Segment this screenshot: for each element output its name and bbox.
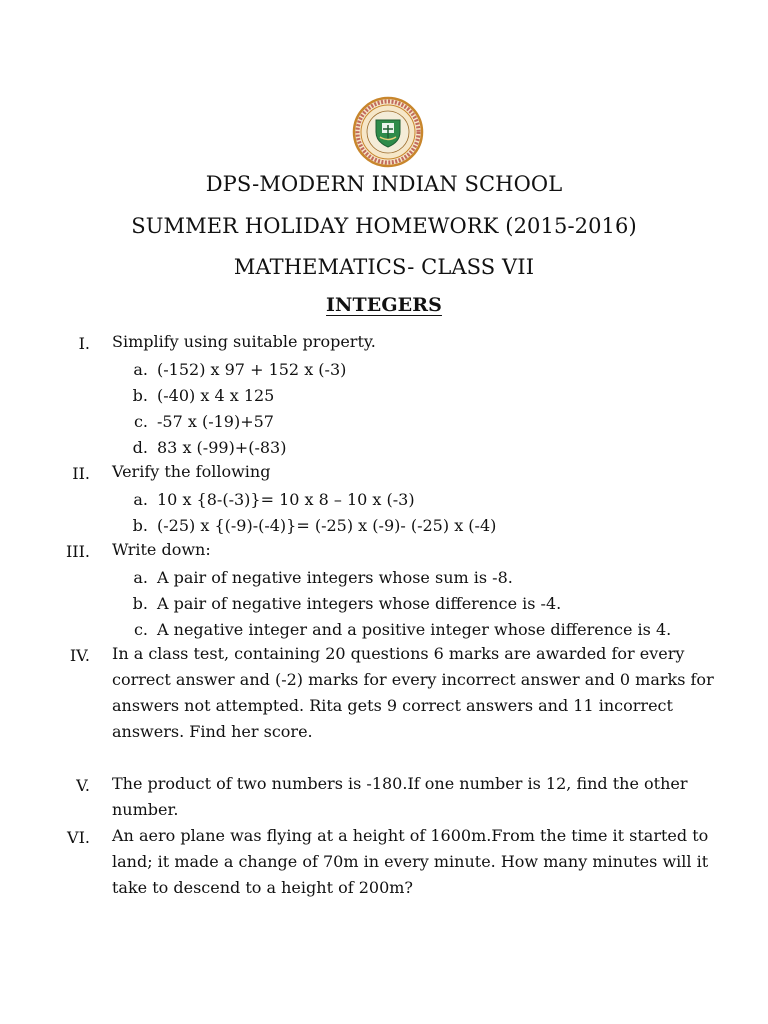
- question-line: take to descend to a height of 200m?: [112, 878, 414, 897]
- school-name: DPS-MODERN INDIAN SCHOOL: [205, 172, 563, 196]
- sub-item-label: a.: [133, 568, 148, 587]
- subject-title: MATHEMATICS- CLASS VII: [233, 255, 535, 279]
- sub-item-text: A pair of negative integers whose difference is -4.: [157, 594, 562, 613]
- question-text: [112, 641, 722, 745]
- sub-item-text: A pair of negative integers whose sum is -8.: [157, 568, 513, 587]
- sub-item-label: a.: [133, 360, 148, 379]
- question-line: The product of two numbers is -180.If one number is 12, find the other: [112, 774, 688, 793]
- sub-item-text: (-25) x {(-9)-(-4)}= (-25) x (-9)- (-25) x (-4): [157, 516, 497, 535]
- question-line: answers. Find her score.: [112, 722, 313, 741]
- sub-item-label: d.: [132, 438, 148, 457]
- sub-item-text: 10 x {8-(-3)}= 10 x 8 – 10 x (-3): [157, 490, 415, 509]
- sub-item-text: (-152) x 97 + 152 x (-3): [157, 360, 347, 379]
- sub-item-label: c.: [133, 412, 148, 431]
- question-text: [112, 537, 722, 563]
- question-number: I.: [78, 334, 90, 353]
- sub-item-label: b.: [132, 516, 148, 535]
- sub-item-label: a.: [133, 490, 148, 509]
- question-line: correct answer and (-2) marks for every incorrect answer and 0 marks for: [112, 670, 714, 689]
- homework-title: SUMMER HOLIDAY HOMEWORK (2015-2016): [131, 214, 637, 238]
- question-number: V.: [76, 776, 90, 795]
- question-text: [112, 459, 722, 485]
- question-line: In a class test, containing 20 questions 6 marks are awarded for every: [112, 644, 685, 663]
- sub-item-label: b.: [132, 594, 148, 613]
- sub-item-label: c.: [133, 620, 148, 639]
- question-line: land; it made a change of 70m in every minute. How many minutes will it: [112, 852, 709, 871]
- sub-item-text: A negative integer and a positive integer whose difference is 4.: [157, 620, 672, 639]
- school-crest-icon: [352, 96, 424, 168]
- question-number: III.: [65, 542, 90, 561]
- question-text: [112, 771, 722, 823]
- sub-item-text: (-40) x 4 x 125: [157, 386, 275, 405]
- question-number: IV.: [69, 646, 90, 665]
- question-number: VI.: [67, 828, 90, 847]
- question-line: Write down:: [112, 540, 211, 559]
- question-line: answers not attempted. Rita gets 9 correct answers and 11 incorrect: [112, 696, 673, 715]
- question-text: [112, 329, 722, 355]
- question-line: Simplify using suitable property.: [112, 332, 376, 351]
- question-line: An aero plane was flying at a height of 1600m.From the time it started to: [112, 826, 709, 845]
- sub-item-text: -57 x (-19)+57: [157, 412, 274, 431]
- question-line: Verify the following: [112, 462, 271, 481]
- sub-item-text: 83 x (-99)+(-83): [157, 438, 287, 457]
- sub-item-label: b.: [132, 386, 148, 405]
- topic-title: INTEGERS: [326, 294, 442, 316]
- question-text: [112, 823, 722, 901]
- question-line: number.: [112, 800, 179, 819]
- question-number: II.: [72, 464, 90, 483]
